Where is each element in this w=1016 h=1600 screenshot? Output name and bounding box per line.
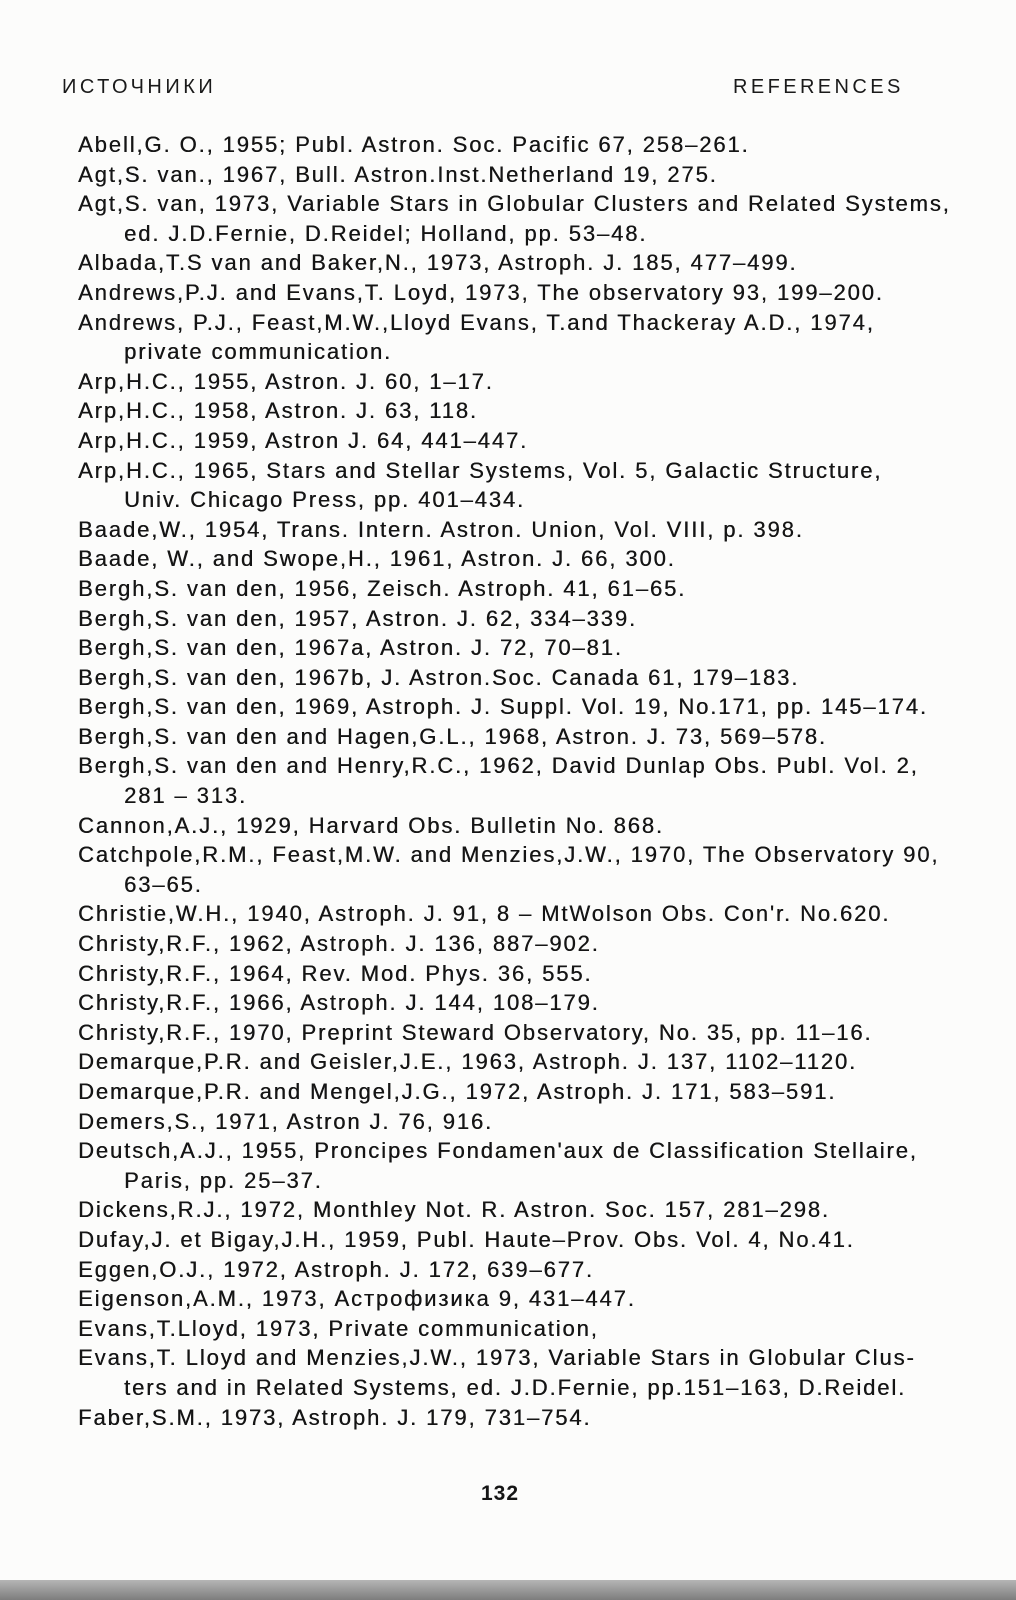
reference-entry [78, 1343, 1008, 1402]
reference-line: Eigenson,A.M., 1973, Астрофизика 9, 431–447. [78, 1286, 636, 1312]
reference-entry [78, 633, 1008, 663]
reference-line: Arp,H.C., 1955, Astron. J. 60, 1–17. [78, 368, 494, 394]
reference-line: Andrews,P.J. and Evans,T. Loyd, 1973, The observatory 93, 199–200. [78, 279, 884, 305]
reference-entry [78, 396, 1008, 426]
reference-line: Demarque,P.R. and Mengel,J.G., 1972, Astroph. J. 171, 583–591. [78, 1079, 837, 1104]
reference-line: Catchpole,R.M., Feast,M.W. and Menzies,J.W., 1970, The Observatory 90, [78, 842, 940, 868]
reference-continuation-line: ed. J.D.Fernie, D.Reidel; Holland, pp. 53–48. [124, 220, 648, 246]
reference-line: Abell,G. O., 1955; Publ. Astron. Soc. Pacific 67, 258–261. [78, 132, 750, 157]
reference-line: Christy,R.F., 1966, Astroph. J. 144, 108–179. [78, 990, 600, 1016]
reference-entry [78, 189, 1008, 248]
reference-entry [78, 1018, 1008, 1048]
reference-line: Christy,R.F., 1964, Rev. Mod. Phys. 36, 555. [78, 960, 593, 986]
reference-line: Christy,R.F., 1970, Preprint Steward Observatory, No. 35, pp. 11–16. [78, 1019, 873, 1045]
reference-line: Bergh,S. van den, 1967a, Astron. J. 72, 70–81. [78, 635, 623, 661]
reference-line: Eggen,O.J., 1972, Astroph. J. 172, 639–677. [78, 1256, 594, 1282]
reference-entry [78, 899, 1008, 929]
reference-line: Agt,S. van, 1973, Variable Stars in Globular Clusters and Related Systems, [78, 191, 951, 217]
reference-entry [78, 751, 1008, 810]
reference-line: Faber,S.M., 1973, Astroph. J. 179, 731–754. [78, 1404, 592, 1430]
reference-entry [78, 544, 1008, 574]
reference-line: Dufay,J. et Bigay,J.H., 1959, Publ. Haute–Prov. Obs. Vol. 4, No.41. [78, 1226, 855, 1252]
reference-entry [78, 1077, 1008, 1107]
reference-entry [78, 663, 1008, 693]
reference-line: Agt,S. van., 1967, Bull. Astron.Inst.Netherland 19, 275. [78, 161, 718, 187]
reference-entry [78, 929, 1008, 959]
reference-continuation-line: 63–65. [124, 871, 203, 897]
reference-line: Evans,T. Lloyd and Menzies,J.W., 1973, Variable Stars in Globular Clus- [78, 1345, 916, 1371]
reference-line: Christie,W.H., 1940, Astroph. J. 91, 8 – MtWolson Obs. Con'r. No.620. [78, 901, 891, 927]
reference-entry [78, 1314, 1008, 1344]
reference-line: Christy,R.F., 1962, Astroph. J. 136, 887–902. [78, 931, 600, 957]
reference-entry [78, 248, 1008, 278]
reference-line: Evans,T.Lloyd, 1973, Private communication, [78, 1315, 599, 1341]
reference-line: Bergh,S. van den, 1956, Zeisch. Astroph. 41, 61–65. [78, 575, 687, 601]
scan-edge-band [0, 1580, 1016, 1600]
reference-entry [78, 959, 1008, 989]
page-number: 132 [480, 1482, 520, 1505]
reference-line: Cannon,A.J., 1929, Harvard Obs. Bulletin No. 868. [78, 812, 664, 838]
reference-line: Bergh,S. van den, 1969, Astroph. J. Suppl. Vol. 19, No.171, pp. 145–174. [78, 694, 928, 720]
reference-entry [78, 988, 1008, 1018]
reference-line: Arp,H.C., 1959, Astron J. 64, 441–447. [78, 427, 529, 453]
reference-entry [78, 604, 1008, 634]
running-header-russian: ИСТОЧНИКИ [62, 76, 217, 98]
reference-line: Bergh,S. van den, 1957, Astron. J. 62, 334–339. [78, 605, 637, 631]
reference-entry [78, 308, 1008, 367]
reference-entry [78, 160, 1008, 190]
reference-entry [78, 811, 1008, 841]
reference-entry [78, 1195, 1008, 1225]
reference-entry [78, 1284, 1008, 1314]
reference-continuation-line: private communication. [124, 339, 393, 365]
reference-line: Baade,W., 1954, Trans. Intern. Astron. Union, Vol. VIII, p. 398. [78, 516, 804, 542]
reference-entry [78, 1255, 1008, 1285]
reference-entry [78, 1107, 1008, 1137]
reference-entry [78, 1403, 1008, 1433]
reference-entry [78, 515, 1008, 545]
reference-entry [78, 840, 1008, 899]
reference-entry [78, 456, 1008, 515]
reference-line: Albada,T.S van and Baker,N., 1973, Astroph. J. 185, 477–499. [78, 250, 798, 276]
reference-entry [78, 722, 1008, 752]
reference-line: Deutsch,A.J., 1955, Proncipes Fondamen'aux de Classification Stellaire, [78, 1138, 918, 1164]
reference-line: Demarque,P.R. and Geisler,J.E., 1963, Astroph. J. 137, 1102–1120. [78, 1049, 858, 1075]
reference-entry [78, 278, 1008, 308]
reference-entry [78, 1047, 1008, 1077]
reference-entry [78, 426, 1008, 456]
reference-line: Demers,S., 1971, Astron J. 76, 916. [78, 1108, 494, 1134]
reference-entry [78, 367, 1008, 397]
reference-line: Bergh,S. van den, 1967b, J. Astron.Soc. Canada 61, 179–183. [78, 664, 800, 690]
reference-line: Baade, W., and Swope,H., 1961, Astron. J. 66, 300. [78, 546, 676, 572]
reference-continuation-line: 281 – 313. [124, 783, 247, 809]
reference-line: Arp,H.C., 1958, Astron. J. 63, 118. [78, 398, 478, 424]
reference-entry [78, 692, 1008, 722]
reference-line: Bergh,S. van den and Hagen,G.L., 1968, Astron. J. 73, 569–578. [78, 723, 827, 749]
reference-entry [78, 1136, 1008, 1195]
reference-entry [78, 574, 1008, 604]
reference-continuation-line: Paris, pp. 25–37. [124, 1167, 323, 1193]
reference-continuation-line: Univ. Chicago Press, pp. 401–434. [124, 487, 526, 513]
reference-line: Andrews, P.J., Feast,M.W.,Lloyd Evans, T.and Thackeray A.D., 1974, [78, 309, 875, 335]
reference-list [78, 130, 1008, 1432]
reference-line: Arp,H.C., 1965, Stars and Stellar Systems, Vol. 5, Galactic Structure, [78, 457, 883, 483]
reference-line: Bergh,S. van den and Henry,R.C., 1962, David Dunlap Obs. Publ. Vol. 2, [78, 753, 919, 779]
reference-entry [78, 1225, 1008, 1255]
reference-entry [78, 130, 1008, 160]
reference-line: Dickens,R.J., 1972, Monthley Not. R. Astron. Soc. 157, 281–298. [78, 1197, 830, 1223]
running-header-english: REFERENCES [733, 76, 904, 98]
reference-continuation-line: ters and in Related Systems, ed. J.D.Fernie, pp.151–163, D.Reidel. [124, 1374, 907, 1400]
